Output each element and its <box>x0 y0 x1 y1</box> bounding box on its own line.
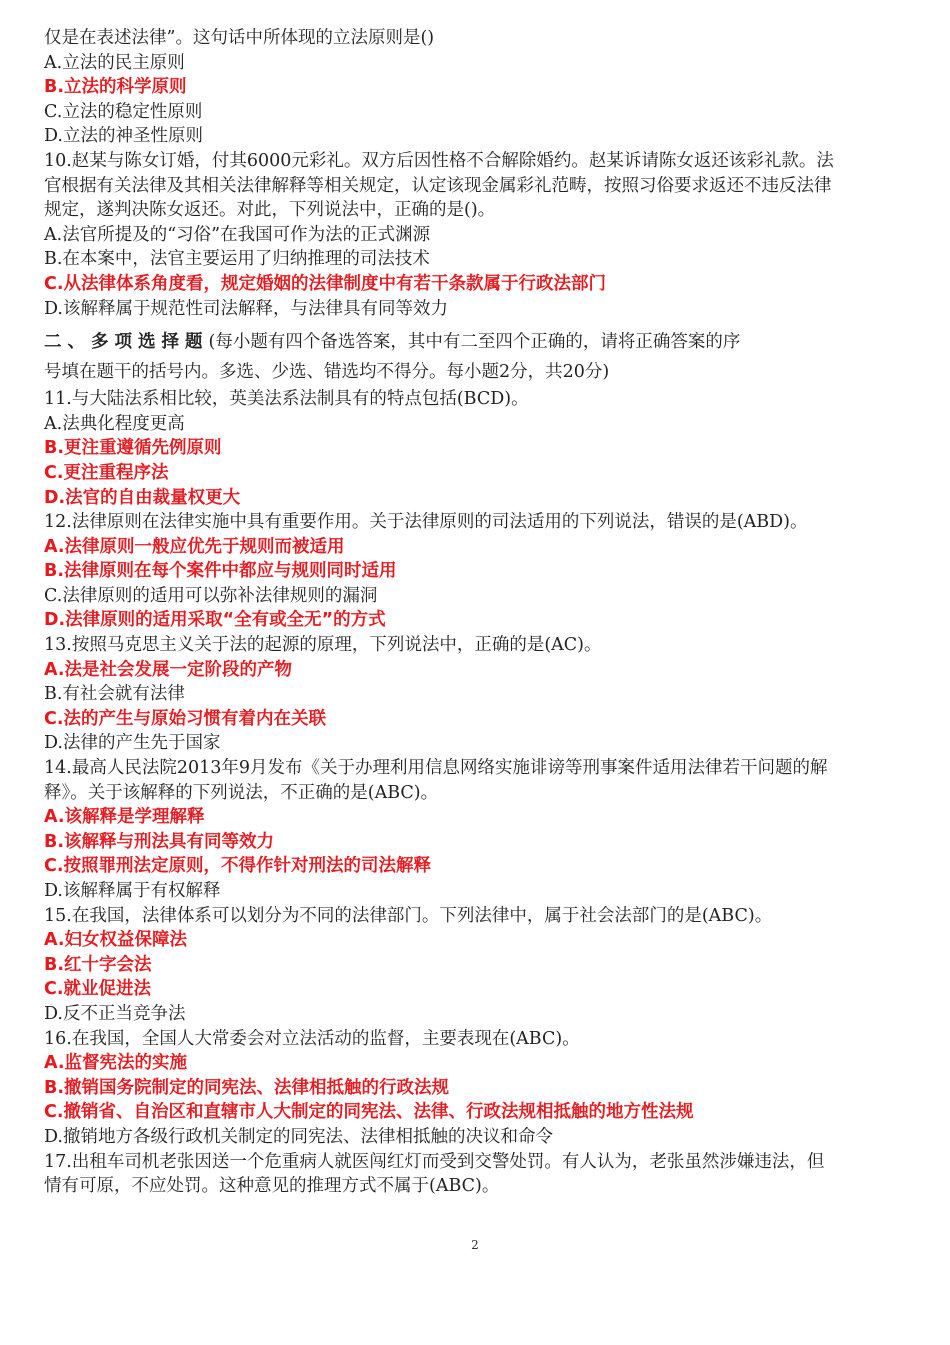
answer-line: B.撤销国务院制定的同宪法、法律相抵触的行政法规 <box>44 1077 449 1098</box>
text-line: 释》。关于该解释的下列说法，不正确的是(ABC)。 <box>44 782 439 803</box>
text-line: 情有可原，不应处罚。这种意见的推理方式不属于(ABC)。 <box>44 1176 500 1197</box>
text-line: 17.出租车司机老张因送一个危重病人就医闯红灯而受到交警处罚。有人认为，老张虽然涉嫌违法，但 <box>44 1151 825 1172</box>
text-line: 15.在我国，法律体系可以划分为不同的法律部门。下列法律中，属于社会法部门的是(ABC)。 <box>44 905 773 926</box>
text-line: D.撤销地方各级行政机关制定的同宪法、法律相抵触的决议和命令 <box>44 1126 553 1147</box>
section-heading <box>44 327 916 387</box>
text-line: C.法律原则的适用可以弥补法律规则的漏洞 <box>44 585 378 606</box>
questions-block-single-choice <box>44 26 916 321</box>
text-line: D.立法的神圣性原则 <box>44 126 203 147</box>
text-line: 12.法律原则在法律实施中具有重要作用。关于法律原则的司法适用的下列说法，错误的是(ABD)。 <box>44 512 808 533</box>
answer-line: D.法律原则的适用采取“全有或全无”的方式 <box>44 610 386 631</box>
answer-line: B.立法的科学原则 <box>44 77 187 98</box>
text-line: D.法律的产生先于国家 <box>44 733 221 754</box>
text-line: D.该解释属于有权解释 <box>44 881 221 901</box>
text-line: A.法官所提及的“习俗”在我国可作为法的正式渊源 <box>44 224 431 245</box>
answer-line: B.红十字会法 <box>44 954 152 975</box>
answer-line: A.妇女权益保障法 <box>44 930 188 951</box>
answer-line: C.法的产生与原始习惯有着内在关联 <box>44 708 326 729</box>
text-line: 仅是在表述法律”。这句话中所体现的立法原则是() <box>44 28 435 48</box>
text-line: 规定，遂判决陈女返还。对此，下列说法中，正确的是()。 <box>44 200 496 221</box>
questions-block-multiple-choice <box>44 387 916 1199</box>
text-line: A.法典化程度更高 <box>44 413 185 434</box>
text-line: 13.按照马克思主义关于法的起源的原理，下列说法中，正确的是(AC)。 <box>44 635 602 656</box>
section-desc-2: 号填在题干的括号内。多选、少选、错选均不得分。每小题2分，共20分) <box>44 362 610 383</box>
text-line: 10.赵某与陈女订婚，付其6000元彩礼。双方后因性格不合解除婚约。赵某诉请陈女返还该彩礼款。法 <box>44 150 834 171</box>
text-line: B.有社会就有法律 <box>44 684 185 705</box>
answer-line: C.从法律体系角度看，规定婚姻的法律制度中有若干条款属于行政法部门 <box>44 273 606 294</box>
text-line: 14.最高人民法院2013年9月发布《关于办理利用信息网络实施诽谤等刑事案件适用法律若干问题的解 <box>44 758 828 779</box>
answer-line: C.更注重程序法 <box>44 462 169 483</box>
text-line: D.反不正当竞争法 <box>44 1003 186 1024</box>
answer-line: C.就业促进法 <box>44 979 151 1000</box>
answer-line: B.该解释与刑法具有同等效力 <box>44 831 274 852</box>
page-number: 2 <box>471 1238 479 1252</box>
text-line: D.该解释属于规范性司法解释，与法律具有同等效力 <box>44 298 448 319</box>
answer-line: A.法律原则一般应优先于规则而被适用 <box>44 536 345 557</box>
document-page <box>44 26 916 1199</box>
section-desc-1: (每小题有四个备选答案，其中有二至四个正确的，请将正确答案的序 <box>208 332 741 353</box>
text-line: 11.与大陆法系相比较，英美法系法制具有的特点包括(BCD)。 <box>44 389 529 410</box>
text-line: 16.在我国，全国人大常委会对立法活动的监督，主要表现在(ABC)。 <box>44 1028 580 1049</box>
section-title: 二、多项选择题 <box>44 332 209 353</box>
text-line: C.立法的稳定性原则 <box>44 101 203 122</box>
answer-line: A.该解释是学理解释 <box>44 807 205 828</box>
answer-line: A.监督宪法的实施 <box>44 1053 188 1074</box>
answer-line: D.法官的自由裁量权更大 <box>44 487 241 508</box>
answer-line: B.法律原则在每个案件中都应与规则同时适用 <box>44 561 397 582</box>
answer-line: C.撤销省、自治区和直辖市人大制定的同宪法、法律、行政法规相抵触的地方性法规 <box>44 1102 694 1123</box>
text-line: A.立法的民主原则 <box>44 52 185 73</box>
answer-line: A.法是社会发展一定阶段的产物 <box>44 659 293 680</box>
answer-line: C.按照罪刑法定原则，不得作针对刑法的司法解释 <box>44 856 431 877</box>
text-line: 官根据有关法律及其相关法律解释等相关规定，认定该现金属彩礼范畴，按照习俗要求返还不违反法律 <box>44 175 832 196</box>
answer-line: B.更注重遵循先例原则 <box>44 438 222 459</box>
text-line: B.在本案中，法官主要运用了归纳推理的司法技术 <box>44 249 430 270</box>
